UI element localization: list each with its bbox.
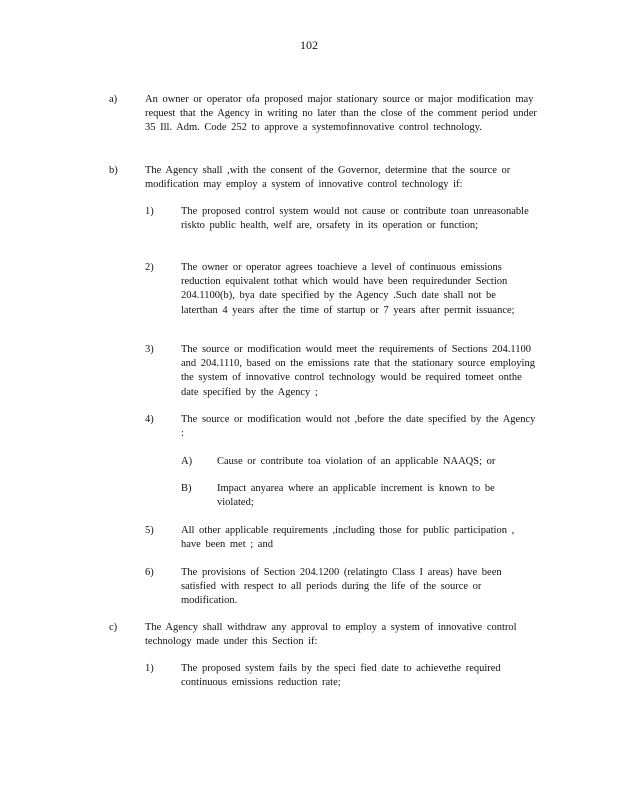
subparagraph-text: The source or modification would meet the requirements of Sections 204.1100 and 204.1110, based on the emissions rate that the stationary source employing the system of innovative control technology would be required tomeet onthe date specified by the Agency ;: [181, 344, 535, 398]
subparagraph-text: The owner or operator agrees toachieve a level of continuous emissions reduction equivalent tothat which would have been requiredunder Section 204.1100(b), bya date specified by the Agency .Such date shall not be laterthan 4 years after the time of startup or 7 years after permit issuance;: [181, 262, 515, 316]
subparagraph-label: 6): [145, 567, 154, 578]
subparagraph-label: 4): [145, 414, 154, 425]
subparagraph-label: 2): [145, 262, 154, 273]
paragraph-label: c): [109, 622, 118, 633]
subparagraph-label: 5): [145, 525, 154, 536]
paragraph-text: The Agency shall ,with the consent of the Governor, determine that the source or modification may employ a system of innovative control technology if:: [145, 165, 511, 191]
subparagraph-label: 1): [145, 663, 154, 674]
subparagraph-text: The proposed system fails by the speci fied date to achievethe required continuous emissions reduction rate;: [181, 663, 501, 689]
paragraph-label: a): [109, 94, 118, 105]
paragraph-text: The Agency shall withdraw any approval to employ a system of innovative control technology made under this Section if:: [145, 622, 517, 648]
subparagraph-text: All other applicable requirements ,including those for public participation , have been met ; and: [181, 525, 515, 551]
subparagraph-label: 3): [145, 344, 154, 355]
subparagraph-text: The proposed control system would not cause or contribute toan unreasonable riskto public health, welf are, orsafety in its operation or function;: [181, 206, 529, 232]
subparagraph-label: 1): [145, 206, 154, 217]
page-number: 102: [300, 38, 318, 52]
clause-label: A): [181, 456, 193, 467]
paragraph-label: b): [109, 165, 118, 176]
subparagraph-text: The provisions of Section 204.1200 (relatingto Class I areas) have been satisfied with respect to all periods during the life of the source or modification.: [181, 567, 502, 607]
paragraph-text: An owner or operator ofa proposed major stationary source or major modification may request that the Agency in writing no later than the close of the comment period under 35 Ill. Adm. Code 252 to approve a systemofinnovative control technology.: [145, 94, 537, 134]
subparagraph-text: The source or modification would not ,before the date specified by the Agency :: [181, 414, 536, 440]
clause-text: Cause or contribute toa violation of an applicable NAAQS; or: [217, 456, 496, 467]
clause-label: B): [181, 483, 192, 494]
clause-text: Impact anyarea where an applicable increment is known to be violated;: [217, 483, 495, 509]
